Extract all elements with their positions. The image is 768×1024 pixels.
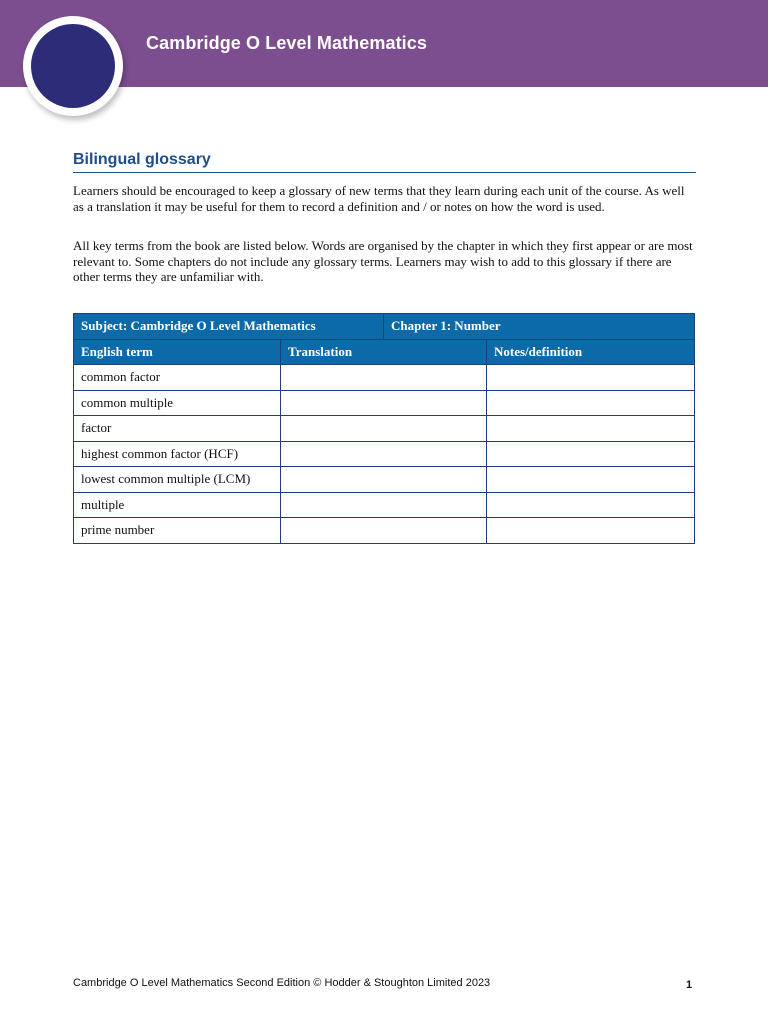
- translation-cell[interactable]: [281, 416, 487, 442]
- translation-cell[interactable]: [281, 390, 487, 416]
- notes-cell[interactable]: [487, 441, 695, 467]
- glossary-table: [73, 313, 695, 544]
- table-row: [74, 467, 695, 493]
- column-header-translation: Translation: [281, 339, 487, 365]
- page-number: 1: [686, 979, 693, 991]
- translation-cell[interactable]: [281, 492, 487, 518]
- table-row: [74, 492, 695, 518]
- column-header-notes: Notes/definition: [487, 339, 695, 365]
- intro-paragraph: Learners should be encouraged to keep a glossary of new terms that they learn during each unit of the course. As well as a translation it may be useful for them to record a definition and / or notes on how the word is used.: [73, 183, 685, 214]
- translation-cell[interactable]: [281, 365, 487, 391]
- notes-cell[interactable]: [487, 492, 695, 518]
- term-cell: factor: [74, 416, 281, 442]
- term-cell: common multiple: [74, 390, 281, 416]
- table-row: [74, 416, 695, 442]
- notes-cell[interactable]: [487, 365, 695, 391]
- term-cell: highest common factor (HCF): [74, 441, 281, 467]
- translation-cell[interactable]: [281, 518, 487, 544]
- table-meta-row: [74, 314, 695, 340]
- logo-circle-icon: [31, 24, 115, 108]
- table-header-row: [74, 339, 695, 365]
- section-title: Bilingual glossary: [73, 151, 696, 173]
- subject-cell: Subject: Cambridge O Level Mathematics: [74, 314, 384, 340]
- term-cell: lowest common multiple (LCM): [74, 467, 281, 493]
- term-cell: common factor: [74, 365, 281, 391]
- table-row: [74, 390, 695, 416]
- logo-badge: [23, 16, 123, 116]
- chapter-cell: Chapter 1: Number: [384, 314, 695, 340]
- translation-cell[interactable]: [281, 467, 487, 493]
- key-terms-paragraph: All key terms from the book are listed below. Words are organised by the chapter in which they first appear or are most relevant to. Some chapters do not include any glossary terms. Learners may wish to add to this glossary if there are other terms they are unfamiliar with.: [73, 238, 693, 284]
- term-cell: prime number: [74, 518, 281, 544]
- table-row: [74, 518, 695, 544]
- table-row: [74, 365, 695, 391]
- notes-cell[interactable]: [487, 518, 695, 544]
- footer-copyright: Cambridge O Level Mathematics Second Edition © Hodder & Stoughton Limited 2023: [73, 977, 491, 989]
- term-cell: multiple: [74, 492, 281, 518]
- table-row: [74, 441, 695, 467]
- notes-cell[interactable]: [487, 467, 695, 493]
- header-title: Cambridge O Level Mathematics: [146, 33, 427, 53]
- notes-cell[interactable]: [487, 416, 695, 442]
- translation-cell[interactable]: [281, 441, 487, 467]
- notes-cell[interactable]: [487, 390, 695, 416]
- column-header-english-term: English term: [74, 339, 281, 365]
